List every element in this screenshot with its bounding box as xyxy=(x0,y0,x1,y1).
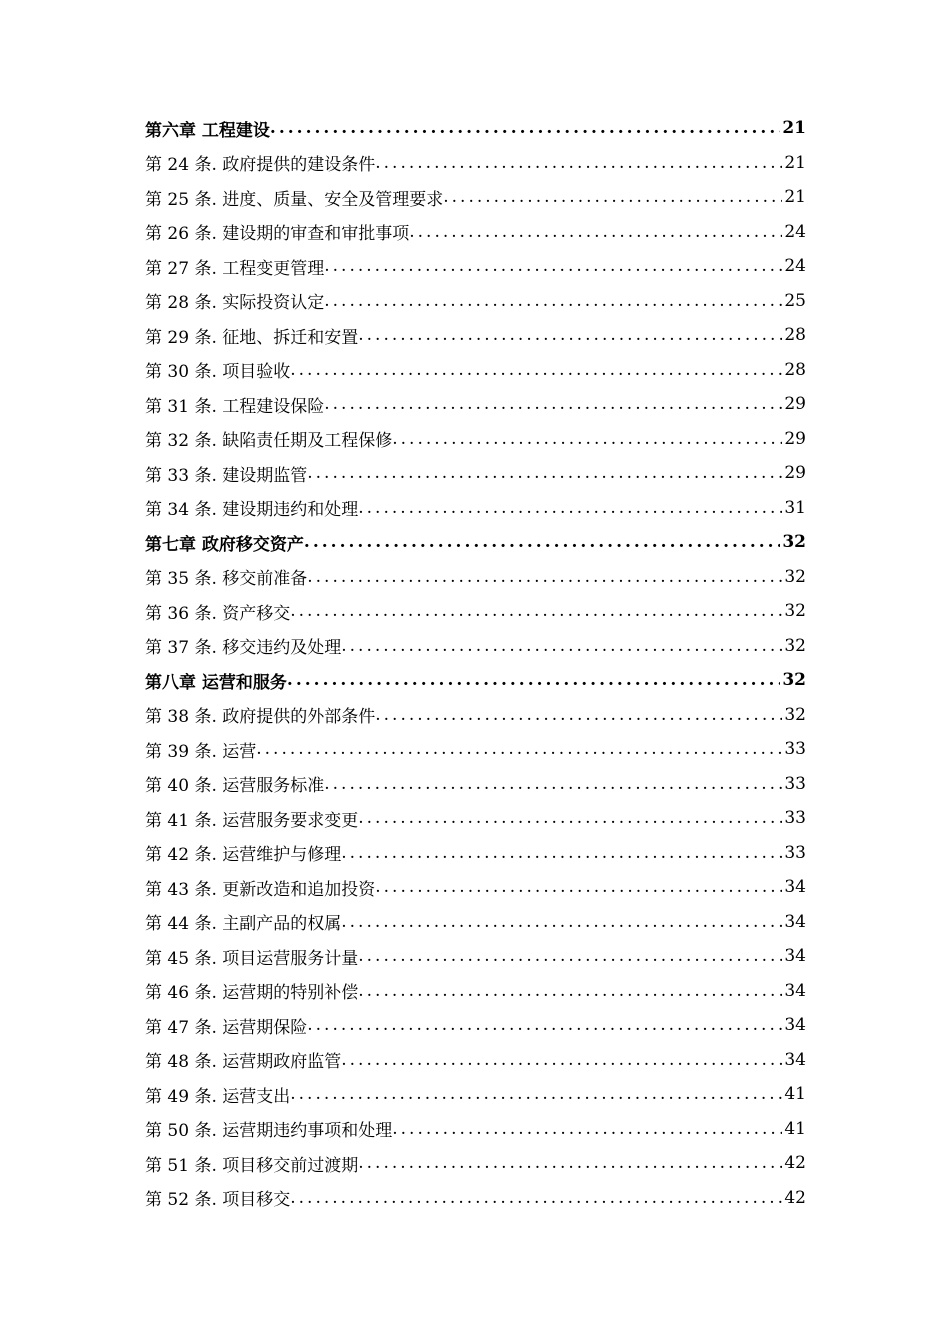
toc-entry-title: 第八章 运营和服务 xyxy=(145,672,287,693)
toc-page-number: 21 xyxy=(784,152,806,173)
toc-entry-title: 第 26 条. 建设期的审查和审批事项 xyxy=(145,224,410,245)
toc-page-number: 24 xyxy=(784,256,806,277)
toc-article-entry[interactable] xyxy=(145,353,806,388)
toc-page-number: 32 xyxy=(782,670,806,691)
toc-entry-title: 第 30 条. 项目验收 xyxy=(145,362,291,383)
toc-chapter-entry[interactable] xyxy=(145,525,806,560)
toc-page-number: 25 xyxy=(784,290,806,311)
toc-dot-leader xyxy=(443,187,782,207)
toc-page-number: 32 xyxy=(784,566,806,587)
toc-article-entry[interactable] xyxy=(145,1112,806,1147)
toc-entry-title: 第 33 条. 建设期监管 xyxy=(145,465,308,486)
toc-entry-title: 第 36 条. 资产移交 xyxy=(145,603,291,624)
toc-article-entry[interactable] xyxy=(145,146,806,181)
toc-entry-title: 第 52 条. 项目移交 xyxy=(145,1190,291,1211)
toc-article-entry[interactable] xyxy=(145,1043,806,1078)
toc-dot-leader xyxy=(358,325,782,345)
toc-article-entry[interactable] xyxy=(145,1077,806,1112)
toc-page-number: 34 xyxy=(784,1049,806,1070)
toc-dot-leader xyxy=(341,912,782,932)
toc-dot-leader xyxy=(375,153,782,173)
toc-dot-leader xyxy=(324,774,782,794)
toc-article-entry[interactable] xyxy=(145,698,806,733)
toc-page-number: 31 xyxy=(784,497,806,518)
toc-dot-leader xyxy=(358,981,782,1001)
toc-article-entry[interactable] xyxy=(145,801,806,836)
toc-page-number: 24 xyxy=(784,221,806,242)
toc-entry-title: 第 28 条. 实际投资认定 xyxy=(145,293,325,314)
toc-article-entry[interactable] xyxy=(145,215,806,250)
toc-entry-title: 第 41 条. 运营服务要求变更 xyxy=(145,810,359,831)
toc-article-entry[interactable] xyxy=(145,1146,806,1181)
toc-entry-title: 第 49 条. 运营支出 xyxy=(145,1086,291,1107)
toc-entry-title: 第 48 条. 运营期政府监管 xyxy=(145,1052,342,1073)
toc-article-entry[interactable] xyxy=(145,870,806,905)
toc-dot-leader xyxy=(270,118,780,138)
toc-article-entry[interactable] xyxy=(145,836,806,871)
toc-dot-leader xyxy=(341,636,782,656)
toc-page-number: 29 xyxy=(784,463,806,484)
toc-page-number: 33 xyxy=(784,808,806,829)
table-of-contents xyxy=(145,111,806,1215)
toc-dot-leader xyxy=(358,808,782,828)
toc-dot-leader xyxy=(307,567,782,587)
toc-page-number: 42 xyxy=(784,1187,806,1208)
toc-article-entry[interactable] xyxy=(145,629,806,664)
toc-page-number: 32 xyxy=(784,601,806,622)
toc-entry-title: 第 37 条. 移交违约及处理 xyxy=(145,638,342,659)
toc-page-number: 28 xyxy=(784,359,806,380)
toc-page-number: 33 xyxy=(784,739,806,760)
toc-dot-leader xyxy=(290,360,782,380)
toc-article-entry[interactable] xyxy=(145,387,806,422)
toc-dot-leader xyxy=(392,1119,782,1139)
toc-article-entry[interactable] xyxy=(145,1181,806,1216)
toc-dot-leader xyxy=(375,877,782,897)
toc-page-number: 34 xyxy=(784,980,806,1001)
toc-article-entry[interactable] xyxy=(145,767,806,802)
toc-dot-leader xyxy=(341,1050,782,1070)
toc-article-entry[interactable] xyxy=(145,249,806,284)
toc-dot-leader xyxy=(358,498,782,518)
toc-dot-leader xyxy=(324,291,782,311)
toc-dot-leader xyxy=(290,601,782,621)
toc-page-number: 34 xyxy=(784,946,806,967)
toc-entry-title: 第 40 条. 运营服务标准 xyxy=(145,776,325,797)
toc-entry-title: 第 44 条. 主副产品的权属 xyxy=(145,914,342,935)
toc-entry-title: 第 45 条. 项目运营服务计量 xyxy=(145,948,359,969)
toc-page-number: 42 xyxy=(784,1153,806,1174)
toc-article-entry[interactable] xyxy=(145,456,806,491)
toc-article-entry[interactable] xyxy=(145,905,806,940)
toc-dot-leader xyxy=(256,739,782,759)
toc-entry-title: 第 38 条. 政府提供的外部条件 xyxy=(145,707,376,728)
toc-entry-title: 第 50 条. 运营期违约事项和处理 xyxy=(145,1121,393,1142)
toc-article-entry[interactable] xyxy=(145,180,806,215)
toc-dot-leader xyxy=(392,429,782,449)
toc-dot-leader xyxy=(290,1084,782,1104)
toc-article-entry[interactable] xyxy=(145,732,806,767)
toc-page-number: 32 xyxy=(782,532,806,553)
toc-page-number: 32 xyxy=(784,704,806,725)
toc-dot-leader xyxy=(409,222,782,242)
toc-dot-leader xyxy=(307,1015,782,1035)
toc-article-entry[interactable] xyxy=(145,318,806,353)
toc-entry-title: 第 35 条. 移交前准备 xyxy=(145,569,308,590)
toc-page-number: 41 xyxy=(784,1118,806,1139)
toc-entry-title: 第六章 工程建设 xyxy=(145,120,270,141)
toc-entry-title: 第 24 条. 政府提供的建设条件 xyxy=(145,155,376,176)
toc-article-entry[interactable] xyxy=(145,422,806,457)
toc-entry-title: 第 32 条. 缺陷责任期及工程保修 xyxy=(145,431,393,452)
toc-article-entry[interactable] xyxy=(145,1008,806,1043)
toc-entry-title: 第 31 条. 工程建设保险 xyxy=(145,396,325,417)
toc-entry-title: 第 29 条. 征地、拆迁和安置 xyxy=(145,327,359,348)
toc-article-entry[interactable] xyxy=(145,491,806,526)
toc-article-entry[interactable] xyxy=(145,974,806,1009)
toc-page-number: 33 xyxy=(784,773,806,794)
toc-dot-leader xyxy=(341,843,782,863)
toc-entry-title: 第七章 政府移交资产 xyxy=(145,534,304,555)
toc-dot-leader xyxy=(358,946,782,966)
toc-dot-leader xyxy=(287,670,780,690)
toc-entry-title: 第 46 条. 运营期的特别补偿 xyxy=(145,983,359,1004)
toc-entry-title: 第 34 条. 建设期违约和处理 xyxy=(145,500,359,521)
toc-page-number: 29 xyxy=(784,428,806,449)
toc-entry-title: 第 27 条. 工程变更管理 xyxy=(145,258,325,279)
toc-page-number: 21 xyxy=(784,187,806,208)
toc-page-number: 21 xyxy=(782,118,806,139)
toc-page-number: 41 xyxy=(784,1084,806,1105)
toc-article-entry[interactable] xyxy=(145,594,806,629)
toc-page-number: 32 xyxy=(784,635,806,656)
toc-dot-leader xyxy=(304,532,780,552)
toc-dot-leader xyxy=(307,463,782,483)
toc-entry-title: 第 47 条. 运营期保险 xyxy=(145,1017,308,1038)
toc-article-entry[interactable] xyxy=(145,560,806,595)
toc-article-entry[interactable] xyxy=(145,939,806,974)
toc-entry-title: 第 51 条. 项目移交前过渡期 xyxy=(145,1155,359,1176)
toc-chapter-entry[interactable] xyxy=(145,663,806,698)
toc-page-number: 34 xyxy=(784,877,806,898)
toc-entry-title: 第 25 条. 进度、质量、安全及管理要求 xyxy=(145,189,444,210)
toc-dot-leader xyxy=(375,705,782,725)
toc-dot-leader xyxy=(358,1153,782,1173)
toc-dot-leader xyxy=(324,394,782,414)
toc-page-number: 33 xyxy=(784,842,806,863)
toc-entry-title: 第 43 条. 更新改造和追加投资 xyxy=(145,879,376,900)
toc-dot-leader xyxy=(290,1188,782,1208)
toc-page-number: 29 xyxy=(784,394,806,415)
toc-page-number: 34 xyxy=(784,1015,806,1036)
toc-dot-leader xyxy=(324,256,782,276)
toc-chapter-entry[interactable] xyxy=(145,111,806,146)
toc-entry-title: 第 42 条. 运营维护与修理 xyxy=(145,845,342,866)
toc-page-number: 28 xyxy=(784,325,806,346)
toc-article-entry[interactable] xyxy=(145,284,806,319)
toc-page-number: 34 xyxy=(784,911,806,932)
toc-entry-title: 第 39 条. 运营 xyxy=(145,741,257,762)
